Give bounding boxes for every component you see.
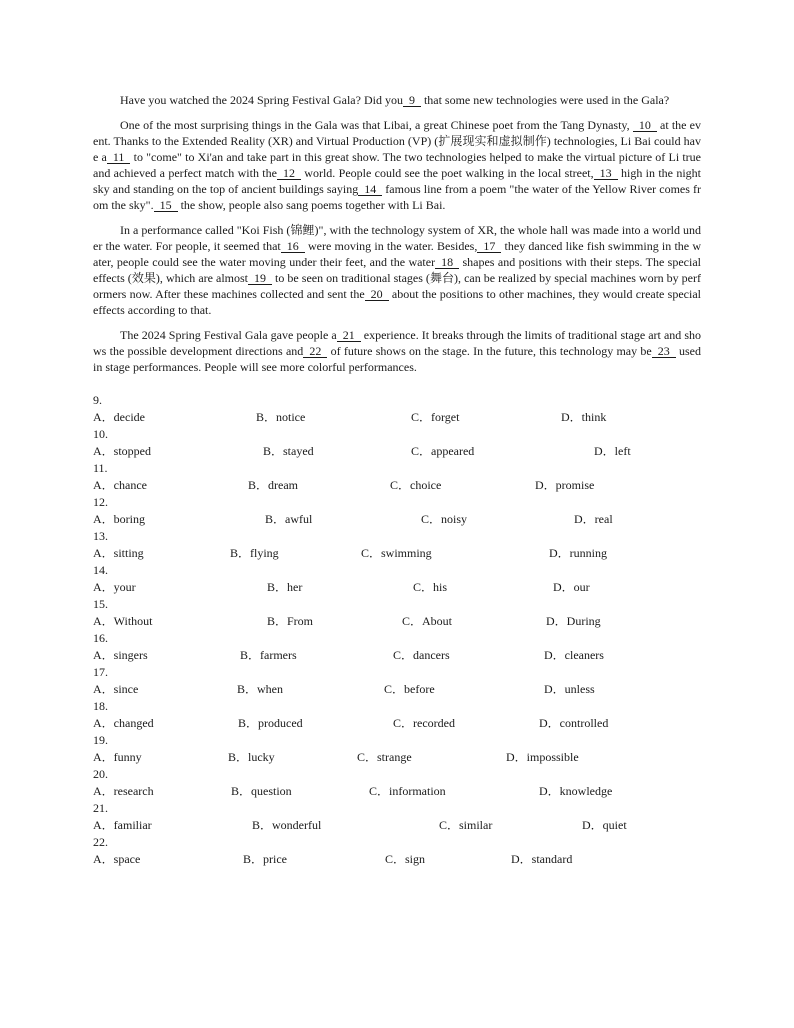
answer-blank-18: 18 (435, 256, 459, 269)
answer-blank-19: 19 (248, 272, 272, 285)
question-number: 16. (93, 631, 108, 645)
option-a[interactable]: A．funny (93, 750, 142, 764)
answer-blank-9: 9 (403, 94, 421, 107)
question-14 (93, 563, 701, 597)
option-a[interactable]: A．decide (93, 410, 145, 424)
question-number: 18. (93, 699, 108, 713)
question-13 (93, 529, 701, 563)
option-a[interactable]: A．boring (93, 512, 145, 526)
answer-blank-15: 15 (154, 199, 178, 212)
option-c[interactable]: C．information (369, 784, 446, 798)
option-b[interactable]: B．price (243, 852, 287, 866)
option-b[interactable]: B．question (231, 784, 292, 798)
question-number: 11. (93, 461, 108, 475)
passage-text: The 2024 Spring Festival Gala gave people a (120, 328, 337, 342)
option-d[interactable]: D．our (553, 580, 590, 594)
answer-blank-21: 21 (337, 329, 361, 342)
passage-paragraph-1 (93, 92, 701, 108)
cloze-passage (93, 92, 701, 375)
option-b[interactable]: B．when (237, 682, 283, 696)
option-d[interactable]: D．cleaners (544, 648, 604, 662)
answer-blank-20: 20 (365, 288, 389, 301)
option-b[interactable]: B．stayed (263, 444, 314, 458)
option-d[interactable]: D．unless (544, 682, 595, 696)
passage-paragraph-3 (93, 222, 701, 318)
option-d[interactable]: D．think (561, 410, 607, 424)
answer-blank-11: 11 (107, 151, 131, 164)
question-list (93, 393, 701, 869)
exam-page (93, 92, 701, 869)
question-number: 12. (93, 495, 108, 509)
passage-text: experience. It breaks through the limits of traditional stage art and shows the possible development directions and (93, 328, 701, 358)
passage-text: shapes and positions with their steps. The special effects (效果), which are almost (93, 255, 701, 285)
option-a[interactable]: A．changed (93, 716, 154, 730)
option-b[interactable]: B．lucky (228, 750, 275, 764)
answer-blank-10: 10 (633, 119, 657, 132)
option-b[interactable]: B．dream (248, 478, 298, 492)
option-c[interactable]: C．before (384, 682, 435, 696)
option-d[interactable]: D．During (546, 614, 601, 628)
passage-paragraph-4 (93, 327, 701, 375)
answer-blank-12: 12 (277, 167, 301, 180)
passage-text: high in the night sky and standing on the top of ancient buildings saying (93, 166, 702, 196)
option-b[interactable]: B．flying (230, 546, 279, 560)
question-21 (93, 801, 701, 835)
option-a[interactable]: A．stopped (93, 444, 151, 458)
passage-text: In a performance called "Koi Fish (锦鲤)", with the technology system of XR, the whole hall was made into a world under the water. For people, it seemed that (93, 223, 701, 253)
option-c[interactable]: C．strange (357, 750, 412, 764)
option-c[interactable]: C．his (413, 580, 448, 594)
option-b[interactable]: B．From (267, 614, 314, 628)
question-number: 10. (93, 427, 108, 441)
question-17 (93, 665, 701, 699)
option-c[interactable]: C．swimming (361, 546, 432, 560)
passage-text: world. People could see the poet walking in the local street, (300, 166, 594, 180)
option-a[interactable]: A．since (93, 682, 139, 696)
question-number: 19. (93, 733, 108, 747)
option-b[interactable]: B．produced (238, 716, 303, 730)
answer-blank-13: 13 (594, 167, 618, 180)
option-c[interactable]: C．About (402, 614, 453, 628)
option-d[interactable]: D．controlled (539, 716, 609, 730)
passage-text: that some new technologies were used in the Gala? (420, 93, 670, 107)
option-c[interactable]: C．similar (439, 818, 493, 832)
option-d[interactable]: D．real (574, 512, 613, 526)
option-c[interactable]: C．sign (385, 852, 426, 866)
option-b[interactable]: B．awful (265, 512, 313, 526)
passage-text: were moving in the water. Besides, (304, 239, 478, 253)
option-c[interactable]: C．recorded (393, 716, 455, 730)
passage-text: One of the most surprising things in the Gala was that Libai, a great Chinese poet from the Tang Dynasty, (120, 118, 633, 132)
option-d[interactable]: D．standard (511, 852, 573, 866)
option-a[interactable]: A．familiar (93, 818, 152, 832)
question-20 (93, 767, 701, 801)
question-number: 9. (93, 393, 102, 407)
question-9 (93, 393, 701, 427)
passage-text: about the positions to other machines, they would create special effects according to that. (93, 287, 701, 317)
question-number: 14. (93, 563, 108, 577)
passage-paragraph-2 (93, 117, 701, 213)
option-b[interactable]: B．farmers (240, 648, 297, 662)
question-10 (93, 427, 701, 461)
question-number: 22. (93, 835, 108, 849)
passage-text: to be seen on traditional stages (舞台), can be realized by special machines worn by performers now. After these machines collected and sent the (93, 271, 701, 301)
option-c[interactable]: C．forget (411, 410, 460, 424)
question-22 (93, 835, 701, 869)
option-b[interactable]: B．notice (256, 410, 306, 424)
passage-text: to "come" to Xi'an and take part in this great show. The two technologies helped to make the virtual picture of Li true and achieved a perfect match with the (93, 150, 702, 180)
option-c[interactable]: C．choice (390, 478, 442, 492)
question-11 (93, 461, 701, 495)
option-c[interactable]: C．dancers (393, 648, 450, 662)
option-a[interactable]: A．your (93, 580, 136, 594)
passage-text: of future shows on the stage. In the future, this technology may be (327, 344, 652, 358)
question-18 (93, 699, 701, 733)
option-a[interactable]: A．research (93, 784, 154, 798)
option-d[interactable]: D．knowledge (539, 784, 613, 798)
option-b[interactable]: B．wonderful (252, 818, 322, 832)
option-b[interactable]: B．her (267, 580, 303, 594)
question-15 (93, 597, 701, 631)
question-12 (93, 495, 701, 529)
option-a[interactable]: A．singers (93, 648, 148, 662)
question-number: 13. (93, 529, 108, 543)
passage-text: at the event. Thanks to the Extended Reality (XR) and Virtual Production (VP) (扩展现实和虚拟制作) technologies, Li Bai could have a (93, 118, 701, 164)
option-a[interactable]: A．chance (93, 478, 147, 492)
option-a[interactable]: A．space (93, 852, 141, 866)
option-a[interactable]: A．sitting (93, 546, 144, 560)
question-number: 17. (93, 665, 108, 679)
question-19 (93, 733, 701, 767)
option-d[interactable]: D．promise (535, 478, 595, 492)
passage-text: famous line from a poem "the water of the Yellow River comes from the sky". (93, 182, 701, 212)
option-c[interactable]: C．appeared (411, 444, 475, 458)
question-number: 20. (93, 767, 108, 781)
answer-blank-16: 16 (281, 240, 305, 253)
option-a[interactable]: A．Without (93, 614, 153, 628)
passage-text: Have you watched the 2024 Spring Festival Gala? Did you (120, 93, 403, 107)
passage-text: the show, people also sang poems together with Li Bai. (177, 198, 446, 212)
answer-blank-17: 17 (477, 240, 501, 253)
question-number: 15. (93, 597, 108, 611)
question-16 (93, 631, 701, 665)
answer-blank-22: 22 (303, 345, 327, 358)
answer-blank-23: 23 (652, 345, 676, 358)
question-number: 21. (93, 801, 108, 815)
passage-text: used in stage performances. People will see more colorful performances. (93, 344, 701, 374)
option-d[interactable]: D．left (594, 444, 631, 458)
option-c[interactable]: C．noisy (421, 512, 468, 526)
passage-text: they danced like fish swimming in the water, people could see the water moving under their feet, and the water (93, 239, 702, 269)
option-d[interactable]: D．quiet (582, 818, 627, 832)
option-d[interactable]: D．impossible (506, 750, 579, 764)
answer-blank-14: 14 (358, 183, 382, 196)
option-d[interactable]: D．running (549, 546, 607, 560)
